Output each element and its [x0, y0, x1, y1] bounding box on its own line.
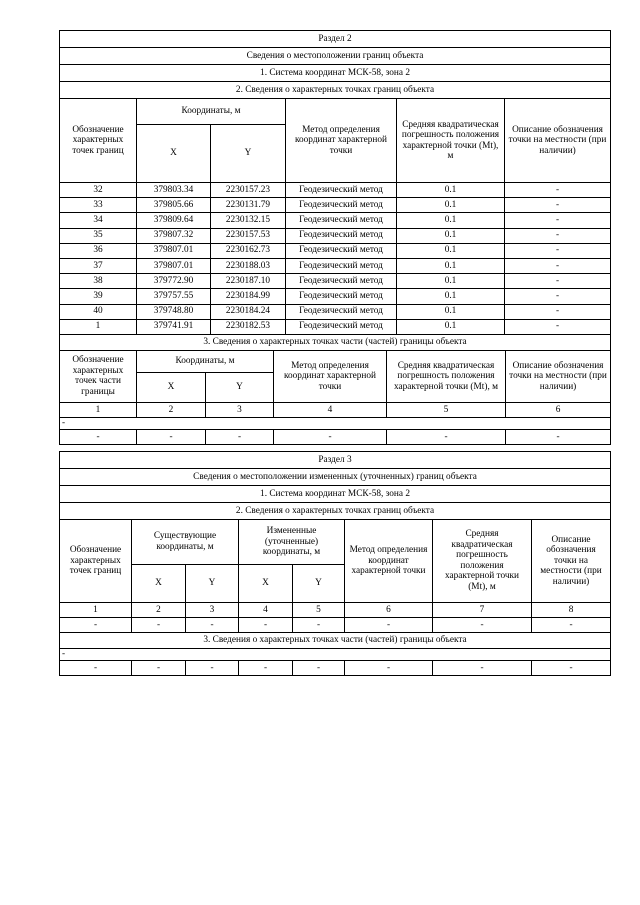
coord-y: 2230157.53: [211, 228, 286, 243]
method: Геодезический метод: [286, 304, 397, 319]
description: -: [505, 274, 611, 289]
coord-y: 2230182.53: [211, 319, 286, 334]
section3-number-row: [60, 602, 611, 617]
coord-y: 2230184.24: [211, 304, 286, 319]
header-designation: Обозначение характерных точек границ: [60, 99, 137, 183]
point-number: 33: [60, 198, 137, 213]
section2-parts-title: 3. Сведения о характерных точках части (частей) границы объекта: [60, 334, 611, 350]
coord-x: 379741.91: [137, 319, 211, 334]
table-row: [60, 213, 611, 228]
section3-points-table: [59, 451, 611, 676]
s3-header-description: Описание обозначения точки на местности (при наличии): [532, 519, 611, 602]
column-number: 1: [60, 602, 132, 617]
s3-header-existing-x: X: [132, 564, 186, 602]
section2-coordinate-system: 1. Система координат МСК-58, зона 2: [60, 65, 611, 82]
section2-points-title: 2. Сведения о характерных точках границ объекта: [60, 82, 611, 99]
table-row: [60, 228, 611, 243]
coord-x: 379807.01: [137, 258, 211, 273]
description: -: [505, 319, 611, 334]
point-number: 38: [60, 274, 137, 289]
dash-cell: -: [532, 660, 611, 675]
dash-cell: -: [387, 429, 506, 444]
s3-header-existing-y: Y: [186, 564, 239, 602]
coord-x: 379807.32: [137, 228, 211, 243]
column-number: 6: [345, 602, 433, 617]
dash-cell: -: [60, 617, 132, 632]
header-method: Метод определения координат характерной точки: [286, 99, 397, 183]
accuracy: 0.1: [397, 319, 505, 334]
dash-cell: -: [239, 617, 293, 632]
method: Геодезический метод: [286, 183, 397, 198]
method: Геодезический метод: [286, 228, 397, 243]
accuracy: 0.1: [397, 258, 505, 273]
method: Геодезический метод: [286, 319, 397, 334]
accuracy: 0.1: [397, 304, 505, 319]
coord-x: 379803.34: [137, 183, 211, 198]
point-number: 1: [60, 319, 137, 334]
section3-title: Раздел 3: [60, 451, 611, 468]
coord-x: 379772.90: [137, 274, 211, 289]
dash-cell: -: [532, 617, 611, 632]
dash-cell: -: [293, 617, 345, 632]
description: -: [505, 198, 611, 213]
description: -: [505, 183, 611, 198]
column-number: 2: [137, 402, 206, 417]
coord-y: 2230187.10: [211, 274, 286, 289]
table-row: [60, 243, 611, 258]
column-number: 1: [60, 402, 137, 417]
column-number: 4: [274, 402, 387, 417]
table-row: [60, 274, 611, 289]
point-number: 39: [60, 289, 137, 304]
section2-points-table: [59, 30, 611, 335]
column-number: 6: [506, 402, 611, 417]
parts-header-method: Метод определения координат характерной точки: [274, 350, 387, 402]
accuracy: 0.1: [397, 198, 505, 213]
s3-header-accuracy: Средняя квадратическая погрешность положения характерной точки (Mt), м: [433, 519, 532, 602]
dash-cell: -: [433, 660, 532, 675]
section3-points-title: 2. Сведения о характерных точках границ объекта: [60, 502, 611, 519]
parts-header-x: X: [137, 372, 206, 402]
dash-cell: -: [293, 660, 345, 675]
table-row: [60, 319, 611, 334]
dash-cell: -: [137, 429, 206, 444]
section3-parts-title: 3. Сведения о характерных точках части (частей) границы объекта: [60, 632, 611, 648]
dash-cell: -: [186, 617, 239, 632]
dash-cell: -: [132, 660, 186, 675]
table-row: [60, 198, 611, 213]
section2-parts-table: [59, 334, 611, 445]
parts-header-y: Y: [206, 372, 274, 402]
table-row: [60, 258, 611, 273]
header-coordinates: Координаты, м: [137, 99, 286, 125]
coord-x: 379757.55: [137, 289, 211, 304]
coord-y: 2230188.03: [211, 258, 286, 273]
column-number: 2: [132, 602, 186, 617]
point-number: 37: [60, 258, 137, 273]
column-number: 3: [186, 602, 239, 617]
column-number: 5: [293, 602, 345, 617]
point-number: 32: [60, 183, 137, 198]
section3-parts-dash-row: [60, 660, 611, 675]
s3-header-designation: Обозначение характерных точек границ: [60, 519, 132, 602]
section2-parts-empty-mark: -: [60, 417, 611, 429]
s3-header-changed-x: X: [239, 564, 293, 602]
coord-y: 2230132.15: [211, 213, 286, 228]
description: -: [505, 289, 611, 304]
dash-cell: -: [60, 660, 132, 675]
description: -: [505, 304, 611, 319]
header-y: Y: [211, 125, 286, 183]
s3-header-method: Метод определения координат характерной точки: [345, 519, 433, 602]
coord-y: 2230162.73: [211, 243, 286, 258]
parts-header-description: Описание обозначения точки на местности (при наличии): [506, 350, 611, 402]
s3-header-changed: Измененные (уточненные) координаты, м: [239, 519, 345, 564]
column-number: 5: [387, 402, 506, 417]
header-description: Описание обозначения точки на местности (при наличии): [505, 99, 611, 183]
parts-header-coordinates: Координаты, м: [137, 350, 274, 372]
s3-header-changed-y: Y: [293, 564, 345, 602]
table-row: [60, 304, 611, 319]
dash-cell: -: [60, 429, 137, 444]
dash-cell: -: [345, 617, 433, 632]
section3-coordinate-system: 1. Система координат МСК-58, зона 2: [60, 485, 611, 502]
dash-cell: -: [433, 617, 532, 632]
point-number: 40: [60, 304, 137, 319]
section3-parts-empty-mark: -: [60, 648, 611, 660]
section2-parts-dash-row: [60, 429, 611, 444]
dash-cell: -: [186, 660, 239, 675]
method: Геодезический метод: [286, 289, 397, 304]
coord-y: 2230157.23: [211, 183, 286, 198]
method: Геодезический метод: [286, 198, 397, 213]
dash-cell: -: [345, 660, 433, 675]
description: -: [505, 258, 611, 273]
accuracy: 0.1: [397, 274, 505, 289]
section3-dash-row: [60, 617, 611, 632]
coord-y: 2230131.79: [211, 198, 286, 213]
coord-x: 379807.01: [137, 243, 211, 258]
section2-parts-number-row: [60, 402, 611, 417]
point-number: 34: [60, 213, 137, 228]
point-number: 36: [60, 243, 137, 258]
section2-title: Раздел 2: [60, 31, 611, 48]
dash-cell: -: [132, 617, 186, 632]
method: Геодезический метод: [286, 243, 397, 258]
parts-header-accuracy: Средняя квадратическая погрешность положения характерной точки (Mt), м: [387, 350, 506, 402]
table-row: [60, 183, 611, 198]
method: Геодезический метод: [286, 258, 397, 273]
coord-y: 2230184.99: [211, 289, 286, 304]
coord-x: 379805.66: [137, 198, 211, 213]
accuracy: 0.1: [397, 243, 505, 258]
accuracy: 0.1: [397, 213, 505, 228]
description: -: [505, 213, 611, 228]
description: -: [505, 228, 611, 243]
section3-subtitle: Сведения о местоположении измененных (уточненных) границ объекта: [60, 468, 611, 485]
dash-cell: -: [239, 660, 293, 675]
coord-x: 379809.64: [137, 213, 211, 228]
column-number: 7: [433, 602, 532, 617]
s3-header-existing: Существующие координаты, м: [132, 519, 239, 564]
column-number: 3: [206, 402, 274, 417]
header-x: X: [137, 125, 211, 183]
parts-header-designation: Обозначение характерных точек части границы: [60, 350, 137, 402]
dash-cell: -: [506, 429, 611, 444]
dash-cell: -: [206, 429, 274, 444]
method: Геодезический метод: [286, 213, 397, 228]
column-number: 8: [532, 602, 611, 617]
accuracy: 0.1: [397, 183, 505, 198]
column-number: 4: [239, 602, 293, 617]
header-accuracy: Средняя квадратическая погрешность положения характерной точки (Mt), м: [397, 99, 505, 183]
description: -: [505, 243, 611, 258]
point-number: 35: [60, 228, 137, 243]
table-row: [60, 289, 611, 304]
coord-x: 379748.80: [137, 304, 211, 319]
accuracy: 0.1: [397, 289, 505, 304]
method: Геодезический метод: [286, 274, 397, 289]
section2-subtitle: Сведения о местоположении границ объекта: [60, 48, 611, 65]
dash-cell: -: [274, 429, 387, 444]
document-page: [59, 30, 610, 676]
accuracy: 0.1: [397, 228, 505, 243]
